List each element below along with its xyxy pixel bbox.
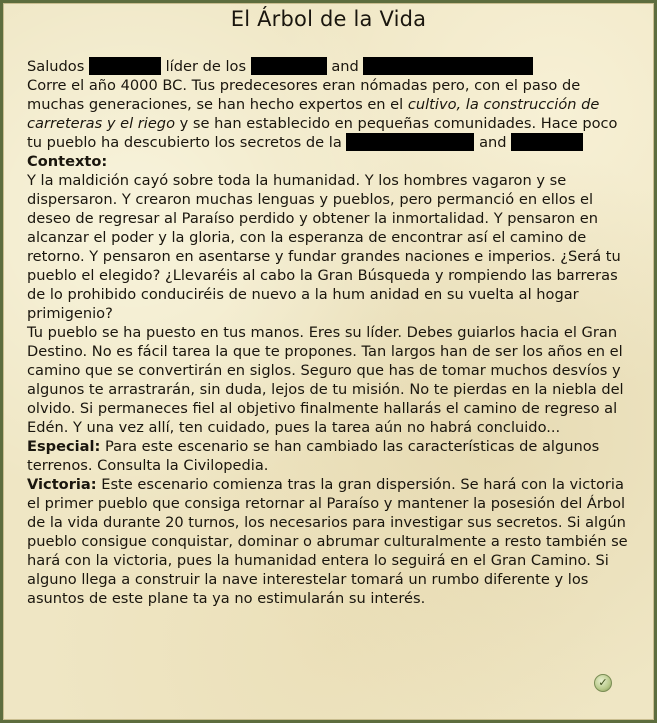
victory-text: Este escenario comienza tras la gran dispersión. Se hará con la victoria el primer pueblo que consiga retornar al Paraíso y mantener la posesión del Árbol de la vida durante 20 turnos, los necesarios para investigar sus secretos. Si algún pueblo consigue conquistar, dominar o abrumar culturalmente a resto también se hará con la victoria, pues la humanidad entera lo seguirá en el Gran Camino. Si alguno llega a construir la nave interestelar tomará un rumbo diferente y los asuntos de este plane ta ya no estimularán su interés. [27, 476, 628, 607]
special-section [27, 437, 631, 475]
victory-section [27, 475, 631, 608]
context-heading: Contexto: [27, 153, 108, 170]
dialog-body [27, 57, 631, 608]
intro-paragraph [27, 57, 631, 152]
redacted-leader-name [89, 57, 161, 75]
context-section [27, 152, 631, 437]
dialog-title: El Árbol de la Vida [230, 7, 427, 31]
and-text-2: and [479, 134, 507, 151]
intro-text-1: Corre el año 4000 BC. Tus predecesores eran nómadas pero, con el paso de muchas generaciones, se han hecho expertos en el [27, 77, 581, 113]
ok-button[interactable] [594, 674, 612, 692]
special-text: Para este escenario se han cambiado las características de algunos terrenos. Consulta la Civilopedia. [27, 438, 600, 474]
redacted-civilization-name [251, 57, 327, 75]
context-paragraph-2: Tu pueblo se ha puesto en tus manos. Eres su líder. Debes guiarlos hacia el Gran Destino. No es fácil tarea la que te propones. Tan largos han de ser los años en el camino que se convertirán en siglos. Seguro que has de tomar muchos desvíos y algunos te arrastrarán, sin duda, lejos de tu misión. No te pierdas en la niebla del olvido. Si permaneces fiel al objetivo finalmente hallarás el camino de regreso al Edén. Y una vez allí, ten cuidado, pues la tarea aún no habrá concluido... [27, 324, 624, 436]
leader-of-text: líder de los [165, 58, 247, 75]
special-heading: Especial: [27, 438, 101, 455]
ok-circle-icon: ✓ [598, 676, 608, 689]
victory-heading: Victoria: [27, 476, 97, 493]
intro-text-2: y se han establecido en pequeñas comunidades. Hace poco tu pueblo ha descubierto los secretos de la [27, 115, 618, 151]
and-text-1: and [331, 58, 359, 75]
redacted-tech-1 [346, 133, 474, 151]
intro-techs: cultivo, la construcción de carreteras y el riego [27, 96, 600, 132]
greeting-text: Saludos [27, 58, 85, 75]
redacted-civilization-adjective [363, 57, 533, 75]
context-paragraph-1: Y la maldición cayó sobre toda la humanidad. Y los hombres vagaron y se dispersaron. Y crearon muchas lenguas y pueblos, pero permanció en ellos el deseo de regresar al Paraíso perdido y obtener la inmortalidad. Y pensaron en alcanzar el poder y la gloria, con la esperanza de encontrar así el camino de retorno. Y pensaron en asentarse y fundar grandes naciones e imperios. ¿Será tu pueblo el elegido? ¿Llevaréis al cabo la Gran Búsqueda y rompiendo las barreras de lo prohibido conduciréis de nuevo a la hum anidad en su vuelta al hogar primigenio? [27, 172, 621, 322]
redacted-tech-2 [511, 133, 583, 151]
